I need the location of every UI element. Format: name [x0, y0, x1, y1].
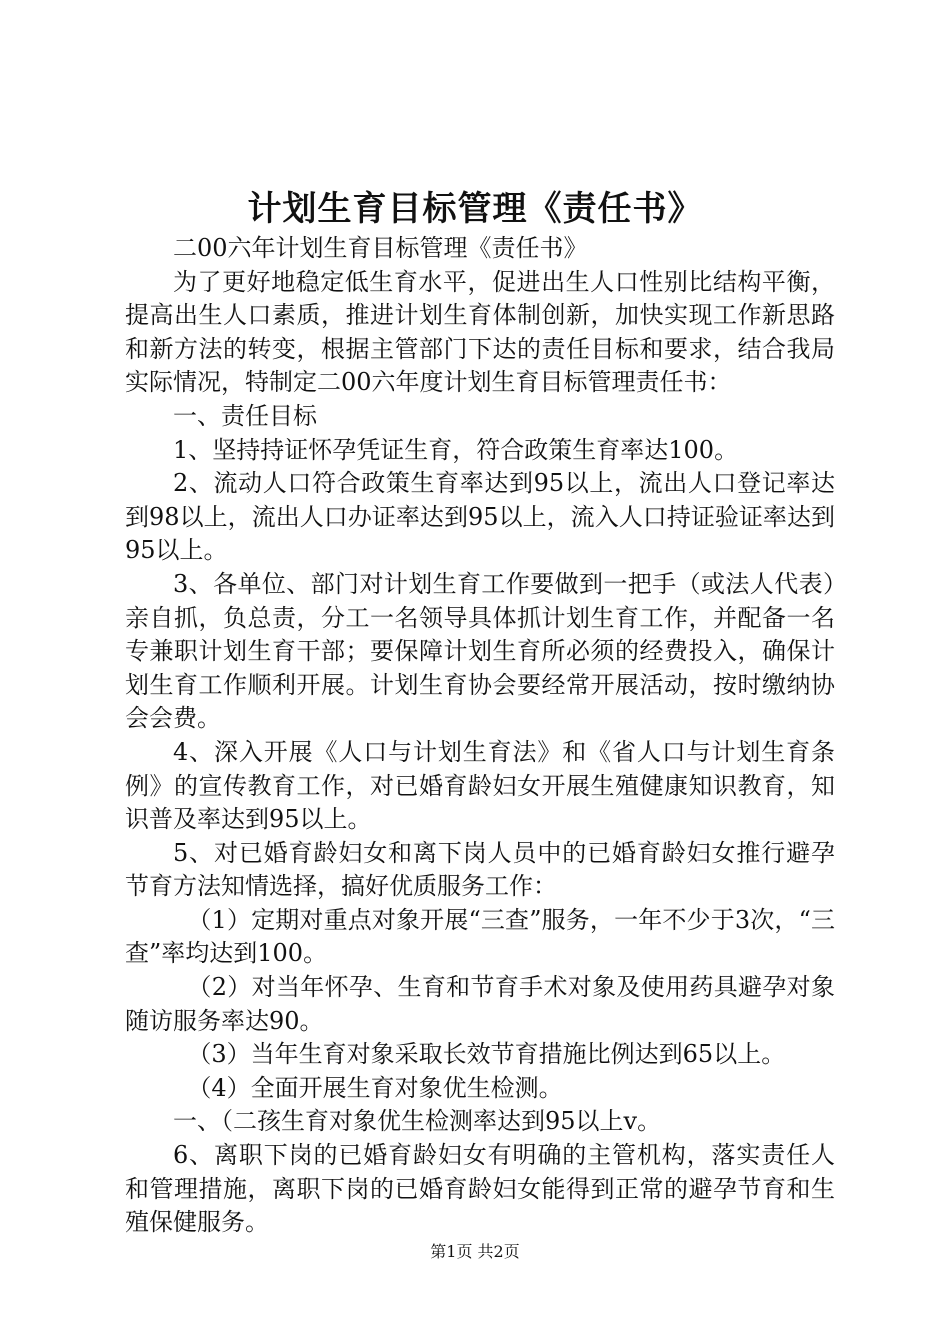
paragraph-item-6: 6、离职下岗的已婚育龄妇女有明确的主管机构，落实责任人和管理措施，离职下岗的已婚育龄妇女能得到正常的避孕节育和生殖保健服务。 [125, 1141, 835, 1237]
section-heading-responsibility-goals: 一、责任目标 [173, 401, 317, 430]
paragraph-item-1: 1、坚持持证怀孕凭证生育，符合政策生育率达100。 [173, 435, 739, 464]
document-body [125, 232, 835, 1240]
paragraph-item-4: 4、深入开展《人口与计划生育法》和《省人口与计划生育条例》的宣传教育工作，对已婚育龄妇女开展生殖健康知识教育，知识普及率达到95以上。 [125, 737, 835, 834]
paragraph-subitem-note: 一、（二孩生育对象优生检测率达到95以上v。 [173, 1107, 662, 1136]
paragraph-item-3: 3、各单位、部门对计划生育工作要做到一把手（或法人代表）亲自抓，负总责，分工一名领导具体抓计划生育工作，并配备一名专兼职计划生育干部；要保障计划生育所必须的经费投入，确保计划生育工作顺利开展。计划生育协会要经常开展活动，按时缴纳协会会费。 [125, 569, 835, 733]
paragraph-intro: 为了更好地稳定低生育水平，促进出生人口性别比结构平衡，提高出生人口素质，推进计划生育体制创新，加快实现工作新思路和新方法的转变，根据主管部门下达的责任目标和要求，结合我局实际情况，特制定二00六年度计划生育目标管理责任书： [125, 267, 835, 397]
paragraph-subtitle: 二00六年计划生育目标管理《责任书》 [173, 234, 588, 262]
paragraph-item-2: 2、流动人口符合政策生育率达到95以上，流出人口登记率达到98以上，流出人口办证率达到95以上，流入人口持证验证率达到95以上。 [125, 469, 835, 565]
paragraph-subitem-1: （1）定期对重点对象开展“三查”服务，一年不少于3次，“三查”率均达到100。 [125, 905, 835, 968]
paragraph-subitem-3: （3）当年生育对象采取长效节育措施比例达到65以上。 [187, 1040, 786, 1069]
paragraph-item-5: 5、对已婚育龄妇女和离下岗人员中的已婚育龄妇女推行避孕节育方法知情选择，搞好优质服务工作： [125, 838, 835, 901]
document-title: 计划生育目标管理《责任书》 [247, 189, 703, 229]
page-number-footer: 第1页 共2页 [430, 1242, 520, 1261]
paragraph-subitem-2: （2）对当年怀孕、生育和节育手术对象及使用药具避孕对象随访服务率达90。 [125, 973, 835, 1035]
paragraph-subitem-4: （4）全面开展生育对象优生检测。 [187, 1073, 563, 1102]
